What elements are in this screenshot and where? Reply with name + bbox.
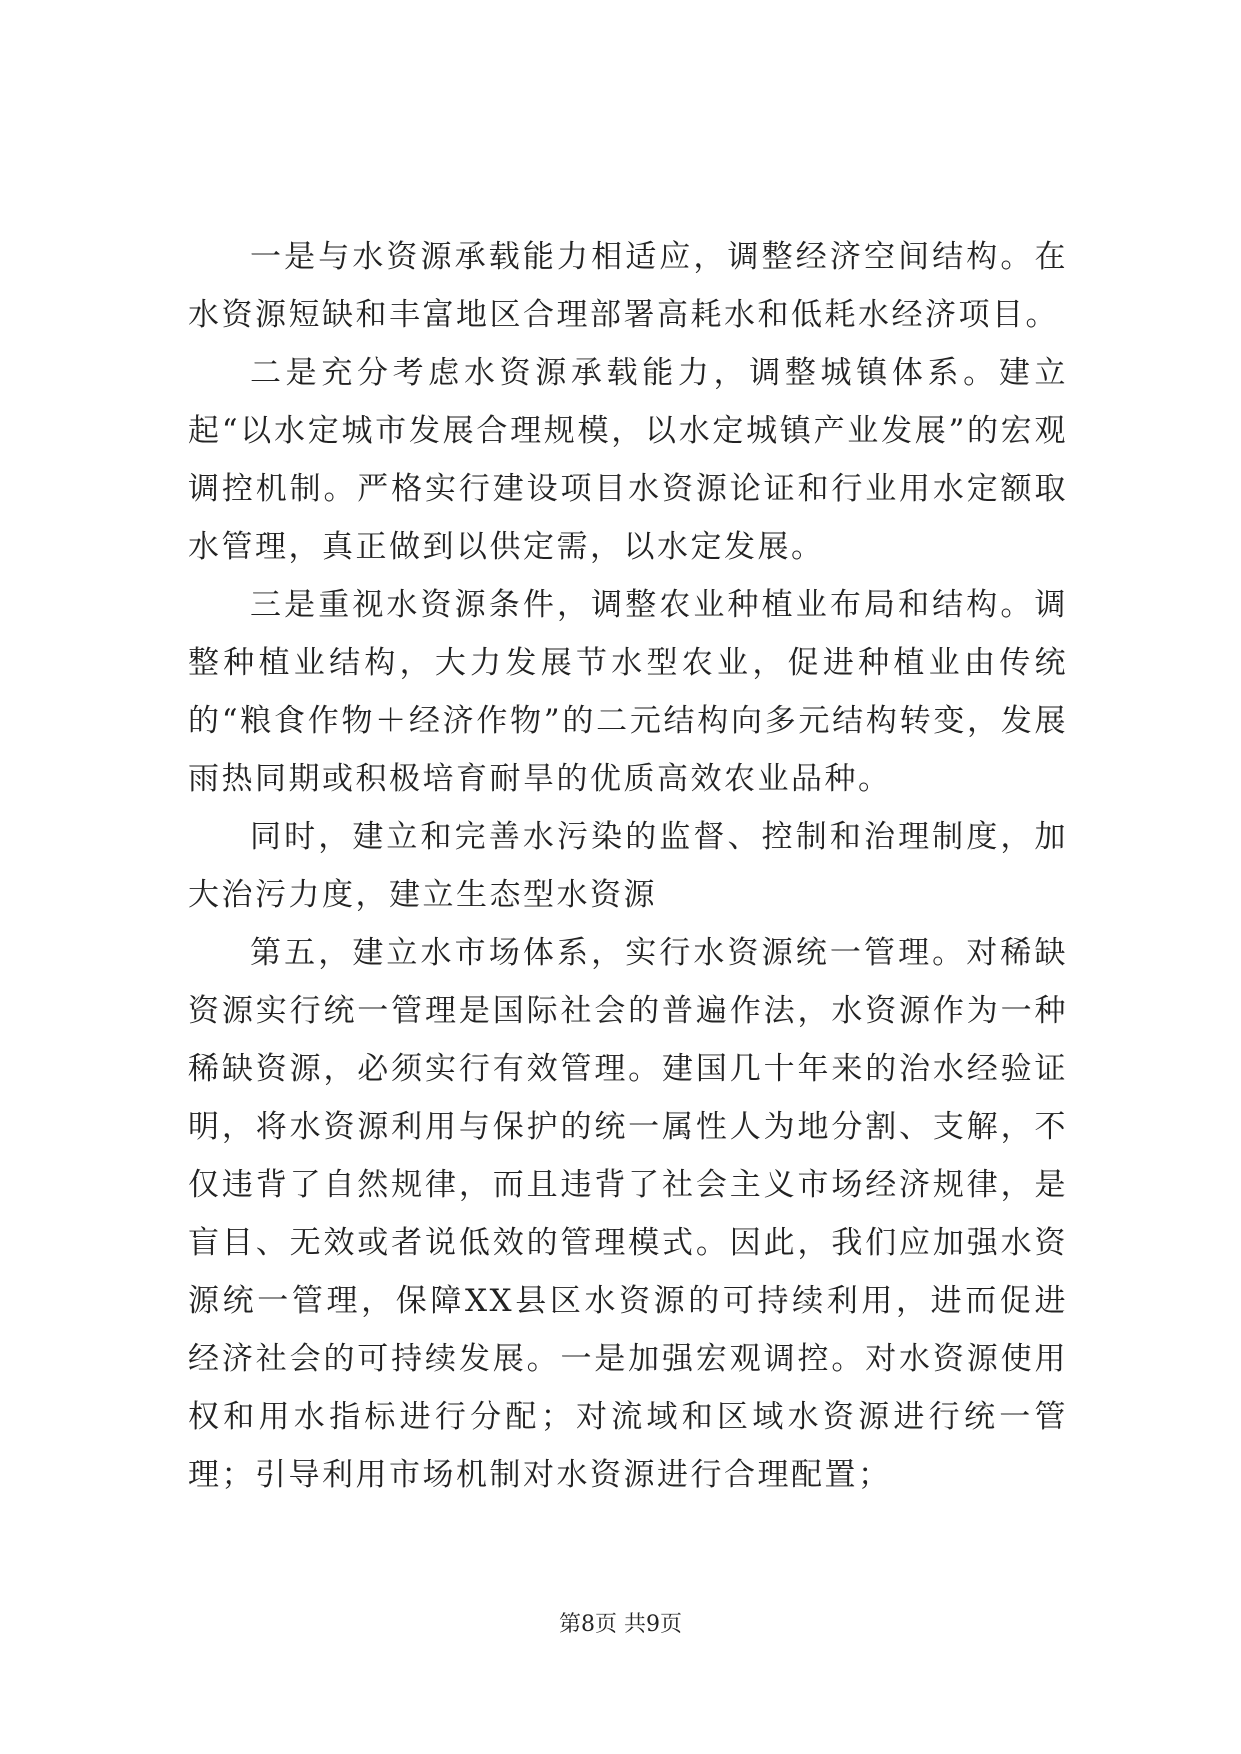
paragraph-1: 一是与水资源承载能力相适应，调整经济空间结构。在水资源短缺和丰富地区合理部署高耗水和低耗水经济项目。	[188, 239, 1068, 333]
document-body	[188, 228, 1068, 1504]
page-footer: 第8页 共9页	[559, 1612, 682, 1637]
paragraph-3: 三是重视水资源条件，调整农业种植业布局和结构。调整种植业结构，大力发展节水型农业，促进种植业由传统的“粮食作物＋经济作物”的二元结构向多元结构转变，发展雨热同期或积极培育耐旱的优质高效农业品种。	[188, 587, 1068, 797]
paragraph-2: 二是充分考虑水资源承载能力，调整城镇体系。建立起“以水定城市发展合理规模，以水定城镇产业发展”的宏观调控机制。严格实行建设项目水资源论证和行业用水定额取水管理，真正做到以供定需，以水定发展。	[188, 355, 1068, 565]
paragraph-4: 同时，建立和完善水污染的监督、控制和治理制度，加大治污力度，建立生态型水资源	[188, 819, 1068, 913]
paragraph-5: 第五，建立水市场体系，实行水资源统一管理。对稀缺资源实行统一管理是国际社会的普遍作法，水资源作为一种稀缺资源，必须实行有效管理。建国几十年来的治水经验证明，将水资源利用与保护的统一属性人为地分割、支解，不仅违背了自然规律，而且违背了社会主义市场经济规律，是盲目、无效或者说低效的管理模式。因此，我们应加强水资源统一管理，保障XX县区水资源的可持续利用，进而促进经济社会的可持续发展。一是加强宏观调控。对水资源使用权和用水指标进行分配；对流域和区域水资源进行统一管理；引导利用市场机制对水资源进行合理配置；	[188, 935, 1068, 1493]
